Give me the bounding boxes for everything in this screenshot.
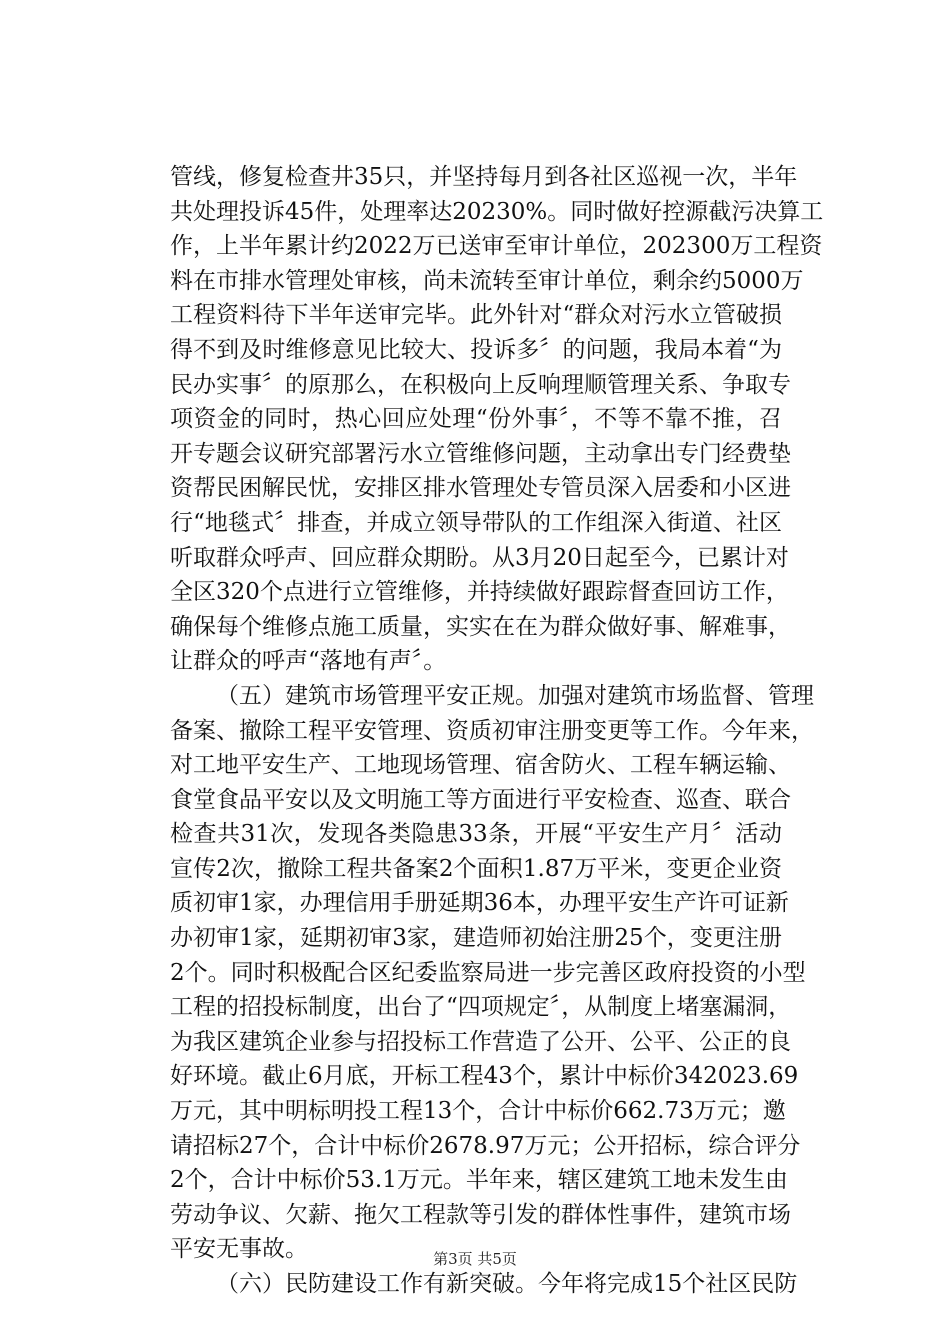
text-line: 劳动争议、欠薪、拖欠工程款等引发的群体性事件，建筑市场 — [170, 1201, 791, 1228]
text-line: 让群众的呼声“落地有声〞。 — [170, 648, 447, 675]
text-line: 工程资料待下半年送审完毕。此外针对“群众对污水立管破损 — [170, 302, 782, 329]
text-line: 确保每个维修点施工质量，实实在在为群众做好事、解难事， — [170, 613, 791, 640]
text-line: 质初审1家，办理信用手册延期36本，办理平安生产许可证新 — [170, 890, 789, 917]
section-heading-line: （六）民防建设工作有新突破。今年将完成15个社区民防 — [216, 1271, 798, 1297]
text-line: 检查共31次，发现各类隐患33条，开展“平安生产月〞活动 — [170, 821, 782, 848]
text-line: 资帮民困解民忧，安排区排水管理处专管员深入居委和小区进 — [170, 475, 791, 502]
section-heading-line: （五）建筑市场管理平安正规。加强对建筑市场监督、管理 — [216, 682, 814, 709]
text-line: 对工地平安生产、工地现场管理、宿舍防火、工程车辆运输、 — [170, 752, 791, 779]
text-line: 得不到及时维修意见比较大、投诉多〞的问题，我局本着“为 — [170, 336, 782, 363]
body-text — [170, 160, 824, 1302]
text-line: 2个，合计中标价53.1万元。半年来，辖区建筑工地未发生由 — [170, 1167, 788, 1194]
text-line: 备案、撤除工程平安管理、资质初审注册变更等工作。今年来， — [170, 717, 814, 744]
text-line: 平安无事故。 — [170, 1236, 308, 1263]
text-line: 2个。同时积极配合区纪委监察局进一步完善区政府投资的小型 — [170, 959, 806, 986]
text-line: 为我区建筑企业参与招投标工作营造了公开、公平、公正的良 — [170, 1028, 791, 1055]
text-line: 听取群众呼声、回应群众期盼。从3月20日起至今，已累计对 — [170, 544, 789, 571]
text-line: 管线，修复检查井35只，并坚持每月到各社区巡视一次，半年 — [170, 164, 798, 190]
text-line: 共处理投诉45件，处理率达20230%。同时做好控源截污决算工 — [170, 198, 824, 225]
text-line: 作，上半年累计约2022万已送审至审计单位，202300万工程资 — [170, 233, 823, 260]
page-footer: 第3页 共5页 — [433, 1250, 517, 1268]
text-line: 好环境。截止6月底，开标工程43个，累计中标价342023.69 — [170, 1063, 799, 1090]
text-line: 项资金的同时，热心回应处理“份外事〞，不等不靠不推，召 — [170, 406, 782, 433]
text-line: 料在市排水管理处审核，尚未流转至审计单位，剩余约5000万 — [170, 267, 804, 294]
text-line: 民办实事〞的原那么，在积极向上反响理顺管理关系、争取专 — [170, 371, 791, 398]
text-line: 行“地毯式〞排查，并成立领导带队的工作组深入街道、社区 — [170, 509, 782, 536]
text-line: 开专题会议研究部署污水立管维修问题，主动拿出专门经费垫 — [170, 440, 791, 467]
text-line: 请招标27个，合计中标价2678.97万元；公开招标，综合评分 — [170, 1132, 801, 1159]
text-line: 工程的招投标制度，出台了“四项规定〞，从制度上堵塞漏洞， — [170, 994, 792, 1021]
text-line: 万元，其中明标明投工程13个，合计中标价662.73万元；邀 — [170, 1098, 786, 1125]
text-line: 全区320个点进行立管维修，并持续做好跟踪督查回访工作， — [170, 579, 789, 606]
text-line: 宣传2次，撤除工程共备案2个面积1.87万平米，变更企业资 — [170, 855, 782, 882]
text-line: 办初审1家，延期初审3家，建造师初始注册25个，变更注册 — [170, 925, 782, 952]
text-line: 食堂食品平安以及文明施工等方面进行平安检查、巡查、联合 — [170, 786, 791, 813]
